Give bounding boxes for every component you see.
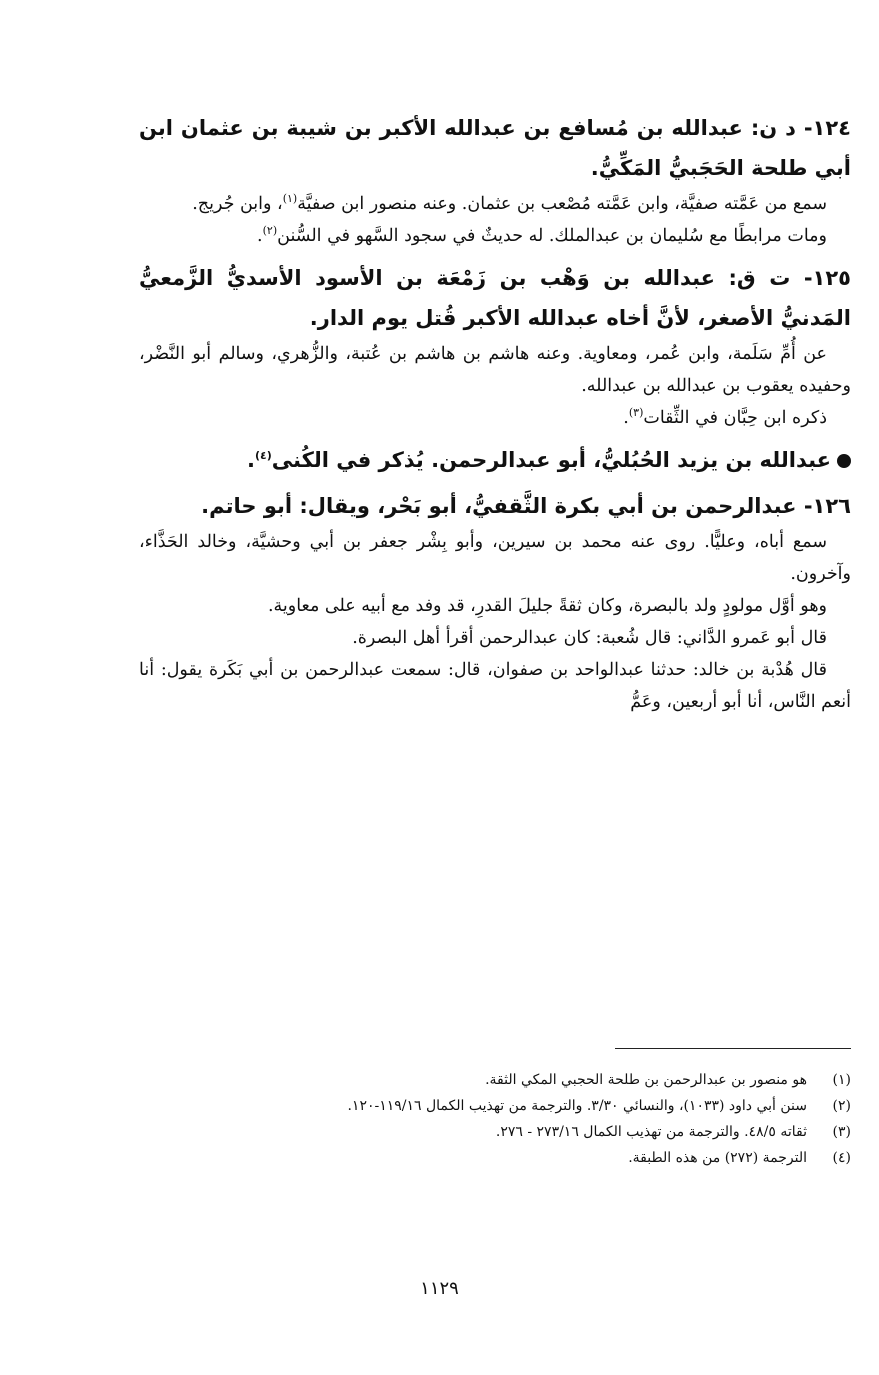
entry-heading: ١٢٦- عبدالرحمن بن أبي بكرة الثَّقفيُّ، أبو بَحْر، ويقال: أبو حاتم. [201, 494, 851, 518]
footnote-number: (١) [832, 1072, 851, 1088]
entry-paragraph: ومات مرابطًا مع سُليمان بن عبدالملك. له حديثٌ في سجود السَّهو في السُّنن$^{(٢)}$. [257, 224, 827, 246]
footnote-text: هو منصور بن عبدالرحمن بن طلحة الحجبي المكي الثقة. [485, 1072, 807, 1088]
entry-126 [139, 486, 851, 718]
footnote-item [139, 1146, 851, 1170]
footnote-item [139, 1068, 851, 1092]
footnote-ref: (٢) [262, 224, 278, 238]
page-number: ١١٢٩ [420, 1278, 459, 1299]
entry-heading: ١٢٤- د ن: عبدالله بن مُسافع بن عبدالله الأكبر بن شيبة بن عثمان ابن أبي طلحة الحَجَبيُّ المَكِّيُّ. [139, 116, 851, 180]
footnote-divider [615, 1048, 851, 1049]
footnote-item [139, 1094, 851, 1118]
footnote-item [139, 1120, 851, 1144]
footnote-text: الترجمة (٢٧٢) من هذه الطبقة. [628, 1150, 807, 1166]
entry-paragraph: قال أبو عَمرو الدَّاني: قال شُعبة: كان عبدالرحمن أقرأ أهل البصرة. [352, 628, 827, 648]
entry-124 [139, 108, 851, 252]
entry-paragraph: سمع من عَمَّته صفيَّة، وابن عَمَّته مُصْعب بن عثمان. وعنه منصور ابن صفيَّة$^{(١)}$، وابن جُريج. [192, 192, 827, 214]
footnote-ref: (٣) [628, 406, 644, 420]
footnote-text: ثقاته ٤٨/٥. والترجمة من تهذيب الكمال ٢٧٣/١٦ - ٢٧٦. [495, 1124, 807, 1140]
entry-heading: ١٢٥- ت ق: عبدالله بن وَهْب بن زَمْعَة بن الأسود الأسديُّ الزَّمعيُّ المَدنيُّ الأصغر، لأنَّ أخاه عبدالله الأكبر قُتل يوم الدار. [139, 266, 851, 330]
entry-bullet [139, 440, 851, 480]
entry-paragraph: وهو أوَّل مولودٍ ولد بالبصرة، وكان ثقةً جليلَ القدرِ، قد وفد مع أبيه على معاوية. [267, 596, 827, 616]
entry-heading: عبدالله بن يزيد الحُبُليُّ، أبو عبدالرحمن. يُذكر في الكُنى$^{(٤)}$. [139, 440, 851, 480]
entry-paragraph: عن أُمِّ سَلَمة، وابن عُمر، ومعاوية. وعنه هاشم بن هاشم بن عُتبة، والزُّهري، وسالم أبو النَّضْر، وحفيده يعقوب بن عبدالله بن عبدالله. [139, 344, 851, 396]
footnote-number: (٤) [832, 1150, 851, 1166]
entry-paragraph: ذكره ابن حِبَّان في الثِّقات$^{(٣)}$. [623, 406, 827, 428]
footnotes [139, 1068, 851, 1172]
main-text [139, 108, 851, 724]
footnote-number: (٢) [832, 1098, 851, 1114]
entry-paragraph: قال هُدْبة بن خالد: حدثنا عبدالواحد بن صفوان، قال: سمعت عبدالرحمن بن أبي بَكَرة يقول: أنا أنعم النَّاس، أنا أبو أربعين، وعَمُّ [139, 660, 851, 712]
footnote-number: (٣) [832, 1124, 851, 1140]
bullet-icon [837, 454, 851, 468]
entry-paragraph: سمع أباه، وعليًّا. روى عنه محمد بن سيرين، وأبو بِشْر جعفر بن أبي وحشيَّة، وخالد الحَذَّاء، وآخرون. [139, 532, 851, 584]
entry-125 [139, 258, 851, 434]
footnote-text: سنن أبي داود (١٠٣٣)، والنسائي ٣/٣٠. والترجمة من تهذيب الكمال ١١٩/١٦-١٢٠. [347, 1098, 807, 1114]
footnote-ref: (١) [282, 192, 298, 206]
footnote-ref: (٤) [255, 449, 272, 462]
